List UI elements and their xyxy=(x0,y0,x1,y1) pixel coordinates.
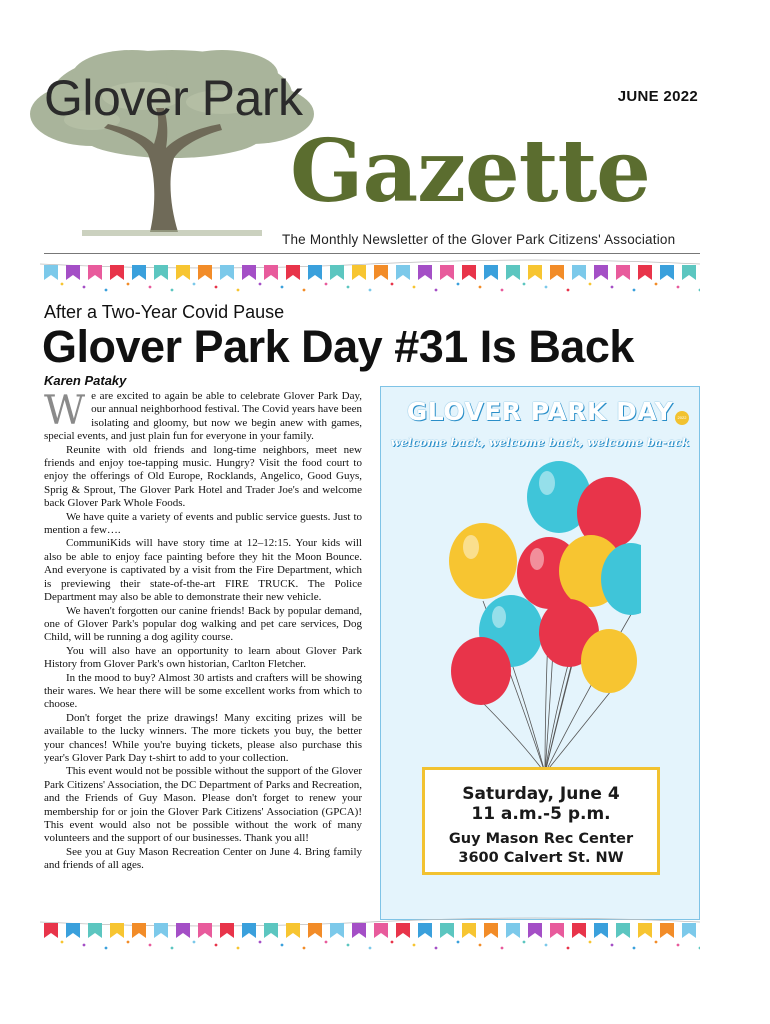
event-details-box xyxy=(422,767,660,875)
masthead-tagline: The Monthly Newsletter of the Glover Park Citizens' Association xyxy=(282,232,676,247)
poster-year-badge: 2022 xyxy=(675,411,689,425)
article-paragraph: We are excited to again be able to celebrate Glover Park Day, our annual neighborhood festival. The Covid years have been isolating and gloomy, but now we begin anew with games, special events, and just plain fun for everyone in your family. xyxy=(44,388,362,443)
article-byline: Karen Pataky xyxy=(44,373,127,388)
article-paragraph: CommuniKids will have story time at 12–12:15. Your kids will also be able to enjoy face painting before they hit the Moon Bounce. And everyone is captivated by a visit from the Fire Department, which is previewing their state-of-the-art FIRE TRUCK. The Police Department may also be able to demonstrate their new vehicle. xyxy=(44,537,362,604)
drop-cap: W xyxy=(44,388,86,434)
masthead-divider xyxy=(44,253,700,254)
masthead-title-line1: Glover Park xyxy=(44,70,303,126)
event-address: 3600 Calvert St. NW xyxy=(458,850,624,866)
article-paragraph: In the mood to buy? Almost 30 artists and crafters will be showing their wares. We hear there will be some excellent works from which to choose. xyxy=(44,671,362,711)
balloons-illustration xyxy=(441,461,641,779)
article-paragraph: See you at Guy Mason Recreation Center on June 4. Bring family and friends of all ages. xyxy=(44,845,362,872)
article-headline: Glover Park Day #31 Is Back xyxy=(42,321,634,372)
article-paragraph: Reunite with old friends and long-time neighbors, meet new friends and enjoy toe-tapping music. Hungry? Visit the food court to enjoy the offerings of Old Europe, Rocklands, Angelico, Good Guys, Sprig & Sprout, The Glover Park Hotel and Trader Joe's and welcome back Glover Park Whole Foods. xyxy=(44,443,362,510)
poster-subtitle: welcome back, welcome back, welcome ba-ack xyxy=(390,435,690,449)
bunting-decoration-top xyxy=(40,258,700,294)
event-venue: Guy Mason Rec Center xyxy=(448,831,634,847)
event-date: Saturday, June 4 xyxy=(462,784,620,804)
article-paragraph: Don't forget the prize drawings! Many exciting prizes will be available to the lucky winners. The more tickets you buy, the better your chances! While you're buying tickets, please also purchase this year's Glover Park Day t-shirt to add to your collection. xyxy=(44,711,362,764)
tree-illustration xyxy=(22,36,322,254)
poster-title: GLOVER PARK DAY xyxy=(406,397,674,426)
masthead-title-line2: Gazette xyxy=(290,121,650,222)
event-poster xyxy=(380,386,700,920)
issue-date: JUNE 2022 xyxy=(617,88,698,105)
bunting-decoration-bottom xyxy=(40,916,700,952)
article-paragraph: This event would not be possible without the support of the Glover Park Citizens' Association, the DC Department of Parks and Recreation, and the Friends of Guy Mason. Please don't forget to renew your membership for or join the Glover Park Citizens' Association (GPCA)! This event would also not be possible without the work of many volunteers and the support of our businesses. Thank you all! xyxy=(44,765,362,845)
article-paragraph: You will also have an opportunity to learn about Glover Park History from Glover Park's own historian, Carlton Fletcher. xyxy=(44,644,362,671)
article-body xyxy=(44,390,362,873)
event-time: 11 a.m.-5 p.m. xyxy=(471,804,611,824)
article-paragraph: We have quite a variety of events and public service guests. Just to mention a few…. xyxy=(44,510,362,537)
article-kicker: After a Two-Year Covid Pause xyxy=(44,302,285,322)
article-paragraph: We haven't forgotten our canine friends! Back by popular demand, one of Glover Park's popular dog walking and pet care services, Dog Child, will be running a dog agility course. xyxy=(44,604,362,644)
